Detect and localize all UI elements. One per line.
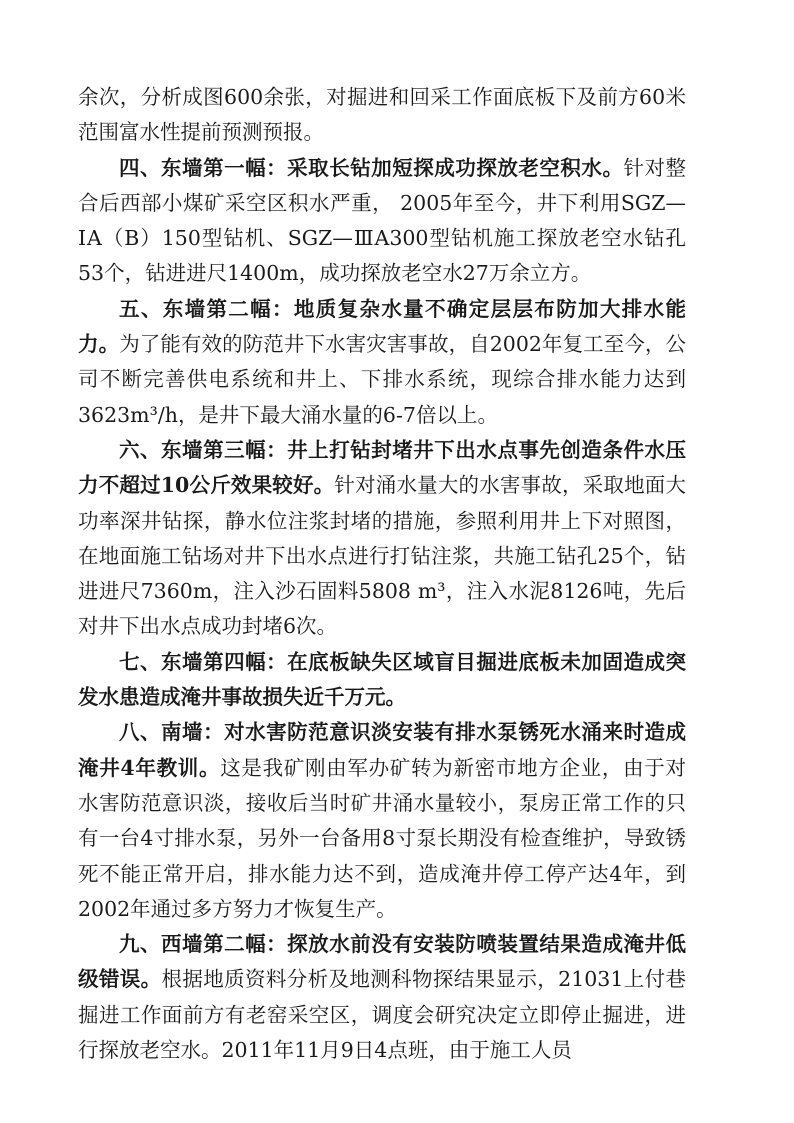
section-body: 这是我矿刚由军办矿转为新密市地方企业，由于对水害防范意识淡，接收后当时矿井涌水量较小，泵房正常工作的只有一台4寸排水泵，另外一台备用8寸泵长期没有检查维护，导致锈死不能正常开启，排水能力达不到，造成淹井停工停产达4年，到2002年通过多方努力才恢复生产。 bbox=[78, 755, 687, 921]
section-heading: 八、南墙：对水害防范意识淡安装有排水泵锈死水涌来时造成淹井4年教训。 bbox=[78, 720, 686, 780]
section-heading: 六、东墙第三幅：井上打钻封堵井下出水点事先创造条件水压力不超过10公斤效果较好。 bbox=[78, 437, 686, 498]
section-heading: 七、东墙第四幅：在底板缺失区域盲目掘进底板未加固造成突发水患造成淹井事故损失近千万元。 bbox=[78, 649, 686, 710]
section-body: 为了能有效的防范井下水害灾害事故，自2002年复工至今，公司不断完善供电系统和井上、下排水系统，现综合排水能力达到3623m³/h，是井下最大涌水量的6-7倍以上。 bbox=[78, 332, 687, 427]
section-heading: 五、东墙第二幅：地质复杂水量不确定层层布防加大排水能力。 bbox=[78, 296, 686, 357]
paragraph-text: 余次，分析成图600余张，对掘进和回采工作面底板下及前方60米范围富水性提前预测预报。 bbox=[78, 85, 686, 145]
section-heading: 四、东墙第一幅：采取长钻加短探成功探放老空积水。 bbox=[119, 155, 624, 180]
section-paragraph-9 bbox=[78, 927, 686, 1068]
section-body: 针对整合后西部小煤矿采空区积水严重， 2005年至今，井下利用SGZ—ⅠA（B）150型钻机、SGZ—ⅢA300型钻机施工探放老空水钻孔53个，钻进进尺1400m，成功探放老空水27万余立方。 bbox=[78, 155, 687, 286]
document-page bbox=[78, 80, 686, 1068]
section-paragraph-8 bbox=[78, 715, 686, 927]
section-paragraph-5 bbox=[78, 292, 686, 433]
section-paragraph-7 bbox=[78, 645, 686, 716]
continuation-paragraph bbox=[78, 80, 686, 151]
section-body: 根据地质资料分析及地测科物探结果显示，21031上付巷掘进工作面前方有老窑采空区，调度会研究决定立即停止掘进，进行探放老空水。2011年11月9日4点班，由于施工人员 bbox=[78, 967, 687, 1063]
section-paragraph-6 bbox=[78, 433, 686, 645]
section-body: 针对涌水量大的水害事故，采取地面大功率深井钻探，静水位注浆封堵的措施，参照利用井上下对照图，在地面施工钻场对井下出水点进行打钻注浆，共施工钻孔25个，钻进进尺7360m，注入沙石固料5808 m³，注入水泥8126吨，先后对井下出水点成功封堵6次。 bbox=[78, 473, 686, 639]
section-heading: 九、西墙第二幅：探放水前没有安装防喷装置结果造成淹井低级错误。 bbox=[78, 932, 686, 992]
section-paragraph-4 bbox=[78, 151, 686, 292]
